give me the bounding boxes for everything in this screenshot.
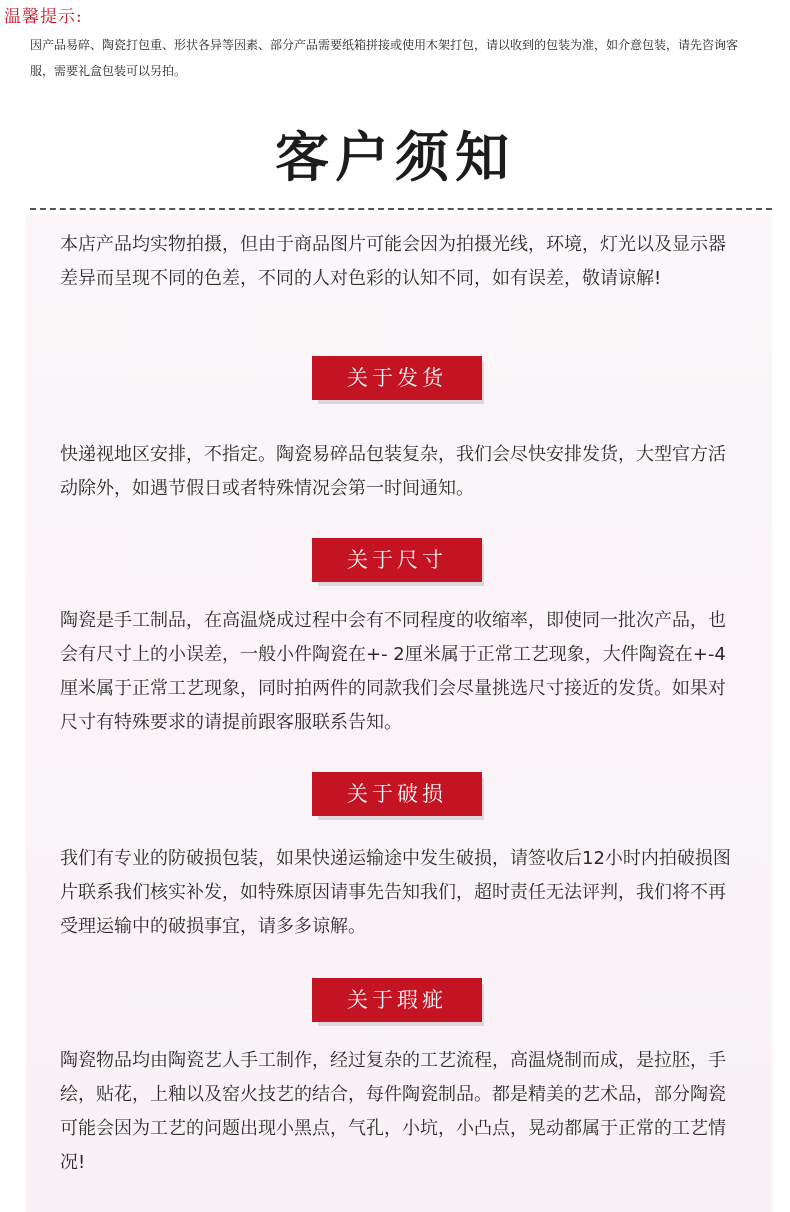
section-title-size: 关于尺寸 (312, 538, 482, 582)
tip-title: 温馨提示: (4, 7, 83, 27)
section-badge-shipping (312, 356, 482, 400)
notice-header (0, 0, 790, 212)
section-title-damage: 关于破损 (312, 772, 482, 816)
section-badge-damage (312, 772, 482, 816)
section-title-shipping: 关于发货 (312, 356, 482, 400)
section-text-damage: 我们有专业的防破损包装，如果快递运输途中发生破损，请签收后12小时内拍破损图片联系我们核实补发，如特殊原因请事先告知我们，超时责任无法评判，我们将不再受理运输中的破损事宜，请多多谅解。 (60, 848, 731, 937)
section-badge-flaw (312, 978, 482, 1022)
page-title: 客户须知 (275, 126, 515, 189)
section-badge-size (312, 538, 482, 582)
intro-paragraph: 本店产品均实物拍摄，但由于商品图片可能会因为拍摄光线，环境，灯光以及显示器差异而呈现不同的色差，不同的人对色彩的认知不同，如有误差，敬请谅解! (60, 234, 726, 289)
section-title-flaw: 关于瑕疵 (312, 978, 482, 1022)
dashed-divider (30, 208, 772, 210)
tip-body: 因产品易碎、陶瓷打包重、形状各异等因素、部分产品需要纸箱拼接或使用木架打包，请以收到的包装为准，如介意包装，请先咨询客服，需要礼盒包装可以另拍。 (30, 38, 739, 78)
section-text-size: 陶瓷是手工制品，在高温烧成过程中会有不同程度的收缩率，即使同一批次产品，也会有尺寸上的小误差，一般小件陶瓷在+- 2厘米属于正常工艺现象，大件陶瓷在+-4厘米属于正常工艺现象，同时拍两件的同款我们会尽量挑选尺寸接近的发货。如果对尺寸有特殊要求的请提前跟客服联系告知。 (60, 610, 726, 733)
section-text-shipping: 快递视地区安排，不指定。陶瓷易碎品包装复杂，我们会尽快安排发货，大型官方活动除外，如遇节假日或者特殊情况会第一时间通知。 (60, 444, 726, 499)
section-text-flaw: 陶瓷物品均由陶瓷艺人手工制作，经过复杂的工艺流程，高温烧制而成，是拉胚，手绘，贴花，上釉以及窑火技艺的结合，每件陶瓷制品。都是精美的艺术品，部分陶瓷可能会因为工艺的问题出现小黑点，气孔，小坑，小凸点，晃动都属于正常的工艺情况! (60, 1050, 726, 1173)
